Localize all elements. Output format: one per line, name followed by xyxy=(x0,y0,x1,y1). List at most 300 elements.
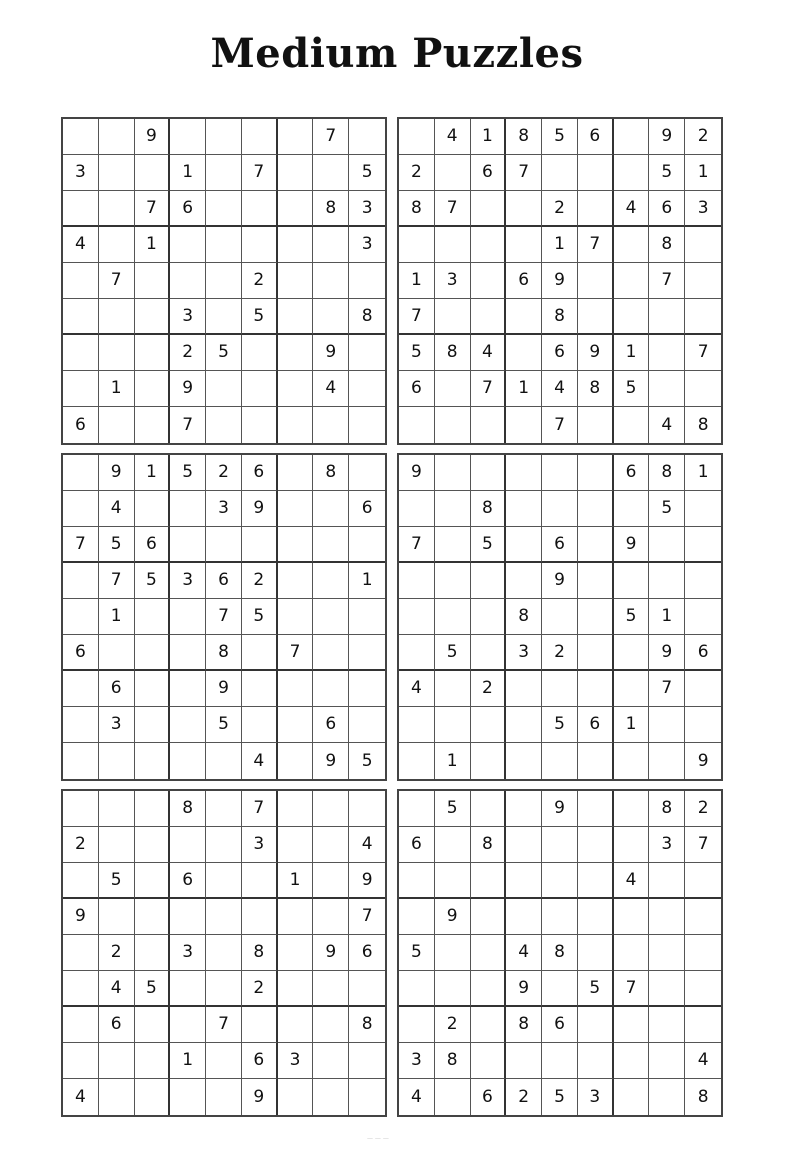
empty-cell[interactable] xyxy=(578,155,614,191)
empty-cell[interactable] xyxy=(135,299,171,335)
empty-cell[interactable] xyxy=(135,1043,171,1079)
empty-cell[interactable] xyxy=(471,935,507,971)
empty-cell[interactable] xyxy=(471,407,507,443)
empty-cell[interactable] xyxy=(242,335,278,371)
empty-cell[interactable] xyxy=(135,791,171,827)
empty-cell[interactable] xyxy=(206,935,242,971)
empty-cell[interactable] xyxy=(313,1007,349,1043)
empty-cell[interactable] xyxy=(349,119,385,155)
empty-cell[interactable] xyxy=(506,563,542,599)
empty-cell[interactable] xyxy=(63,671,99,707)
empty-cell[interactable] xyxy=(399,707,435,743)
empty-cell[interactable] xyxy=(135,635,171,671)
empty-cell[interactable] xyxy=(471,227,507,263)
empty-cell[interactable] xyxy=(685,299,721,335)
empty-cell[interactable] xyxy=(99,791,135,827)
empty-cell[interactable] xyxy=(614,1007,650,1043)
empty-cell[interactable] xyxy=(135,863,171,899)
empty-cell[interactable] xyxy=(614,491,650,527)
empty-cell[interactable] xyxy=(506,1043,542,1079)
empty-cell[interactable] xyxy=(471,791,507,827)
empty-cell[interactable] xyxy=(685,935,721,971)
empty-cell[interactable] xyxy=(170,671,206,707)
empty-cell[interactable] xyxy=(63,935,99,971)
empty-cell[interactable] xyxy=(63,335,99,371)
empty-cell[interactable] xyxy=(578,863,614,899)
empty-cell[interactable] xyxy=(313,1043,349,1079)
empty-cell[interactable] xyxy=(435,299,471,335)
empty-cell[interactable] xyxy=(685,563,721,599)
empty-cell[interactable] xyxy=(578,407,614,443)
empty-cell[interactable] xyxy=(242,899,278,935)
empty-cell[interactable] xyxy=(206,227,242,263)
empty-cell[interactable] xyxy=(542,827,578,863)
empty-cell[interactable] xyxy=(63,1007,99,1043)
empty-cell[interactable] xyxy=(278,707,314,743)
empty-cell[interactable] xyxy=(313,899,349,935)
empty-cell[interactable] xyxy=(399,635,435,671)
empty-cell[interactable] xyxy=(649,299,685,335)
empty-cell[interactable] xyxy=(542,971,578,1007)
empty-cell[interactable] xyxy=(278,227,314,263)
empty-cell[interactable] xyxy=(63,971,99,1007)
empty-cell[interactable] xyxy=(63,299,99,335)
empty-cell[interactable] xyxy=(614,743,650,779)
empty-cell[interactable] xyxy=(206,1079,242,1115)
empty-cell[interactable] xyxy=(206,899,242,935)
empty-cell[interactable] xyxy=(435,935,471,971)
empty-cell[interactable] xyxy=(278,599,314,635)
empty-cell[interactable] xyxy=(399,971,435,1007)
empty-cell[interactable] xyxy=(170,827,206,863)
empty-cell[interactable] xyxy=(278,671,314,707)
empty-cell[interactable] xyxy=(349,527,385,563)
empty-cell[interactable] xyxy=(313,563,349,599)
empty-cell[interactable] xyxy=(578,1043,614,1079)
empty-cell[interactable] xyxy=(206,191,242,227)
empty-cell[interactable] xyxy=(170,899,206,935)
empty-cell[interactable] xyxy=(578,671,614,707)
empty-cell[interactable] xyxy=(99,191,135,227)
empty-cell[interactable] xyxy=(614,899,650,935)
empty-cell[interactable] xyxy=(506,227,542,263)
empty-cell[interactable] xyxy=(278,971,314,1007)
empty-cell[interactable] xyxy=(435,491,471,527)
empty-cell[interactable] xyxy=(349,599,385,635)
empty-cell[interactable] xyxy=(135,263,171,299)
empty-cell[interactable] xyxy=(685,263,721,299)
empty-cell[interactable] xyxy=(649,971,685,1007)
empty-cell[interactable] xyxy=(471,455,507,491)
empty-cell[interactable] xyxy=(542,671,578,707)
empty-cell[interactable] xyxy=(170,263,206,299)
empty-cell[interactable] xyxy=(99,119,135,155)
empty-cell[interactable] xyxy=(242,671,278,707)
empty-cell[interactable] xyxy=(135,899,171,935)
empty-cell[interactable] xyxy=(506,299,542,335)
empty-cell[interactable] xyxy=(313,671,349,707)
empty-cell[interactable] xyxy=(649,743,685,779)
empty-cell[interactable] xyxy=(435,227,471,263)
empty-cell[interactable] xyxy=(242,407,278,443)
empty-cell[interactable] xyxy=(99,407,135,443)
empty-cell[interactable] xyxy=(471,635,507,671)
empty-cell[interactable] xyxy=(313,407,349,443)
empty-cell[interactable] xyxy=(63,263,99,299)
empty-cell[interactable] xyxy=(313,263,349,299)
empty-cell[interactable] xyxy=(435,971,471,1007)
empty-cell[interactable] xyxy=(278,455,314,491)
empty-cell[interactable] xyxy=(399,863,435,899)
empty-cell[interactable] xyxy=(349,407,385,443)
empty-cell[interactable] xyxy=(399,791,435,827)
empty-cell[interactable] xyxy=(471,1043,507,1079)
empty-cell[interactable] xyxy=(278,335,314,371)
empty-cell[interactable] xyxy=(399,491,435,527)
empty-cell[interactable] xyxy=(614,635,650,671)
empty-cell[interactable] xyxy=(578,791,614,827)
empty-cell[interactable] xyxy=(206,155,242,191)
empty-cell[interactable] xyxy=(649,563,685,599)
empty-cell[interactable] xyxy=(206,863,242,899)
empty-cell[interactable] xyxy=(278,935,314,971)
empty-cell[interactable] xyxy=(578,491,614,527)
empty-cell[interactable] xyxy=(63,707,99,743)
empty-cell[interactable] xyxy=(506,863,542,899)
empty-cell[interactable] xyxy=(349,1079,385,1115)
empty-cell[interactable] xyxy=(242,863,278,899)
empty-cell[interactable] xyxy=(170,599,206,635)
empty-cell[interactable] xyxy=(578,935,614,971)
empty-cell[interactable] xyxy=(135,671,171,707)
empty-cell[interactable] xyxy=(63,563,99,599)
empty-cell[interactable] xyxy=(99,155,135,191)
empty-cell[interactable] xyxy=(206,263,242,299)
empty-cell[interactable] xyxy=(399,227,435,263)
empty-cell[interactable] xyxy=(649,335,685,371)
empty-cell[interactable] xyxy=(471,899,507,935)
empty-cell[interactable] xyxy=(471,263,507,299)
empty-cell[interactable] xyxy=(349,335,385,371)
empty-cell[interactable] xyxy=(435,1079,471,1115)
empty-cell[interactable] xyxy=(242,707,278,743)
empty-cell[interactable] xyxy=(542,599,578,635)
empty-cell[interactable] xyxy=(170,527,206,563)
empty-cell[interactable] xyxy=(313,971,349,1007)
empty-cell[interactable] xyxy=(435,455,471,491)
empty-cell[interactable] xyxy=(170,227,206,263)
empty-cell[interactable] xyxy=(99,899,135,935)
empty-cell[interactable] xyxy=(578,191,614,227)
empty-cell[interactable] xyxy=(170,1007,206,1043)
empty-cell[interactable] xyxy=(578,563,614,599)
empty-cell[interactable] xyxy=(471,743,507,779)
empty-cell[interactable] xyxy=(649,371,685,407)
empty-cell[interactable] xyxy=(313,827,349,863)
empty-cell[interactable] xyxy=(578,743,614,779)
empty-cell[interactable] xyxy=(649,1079,685,1115)
empty-cell[interactable] xyxy=(435,563,471,599)
empty-cell[interactable] xyxy=(399,599,435,635)
empty-cell[interactable] xyxy=(685,491,721,527)
empty-cell[interactable] xyxy=(506,899,542,935)
empty-cell[interactable] xyxy=(506,335,542,371)
empty-cell[interactable] xyxy=(614,671,650,707)
empty-cell[interactable] xyxy=(578,527,614,563)
empty-cell[interactable] xyxy=(206,119,242,155)
empty-cell[interactable] xyxy=(135,827,171,863)
empty-cell[interactable] xyxy=(278,563,314,599)
empty-cell[interactable] xyxy=(349,455,385,491)
empty-cell[interactable] xyxy=(63,491,99,527)
empty-cell[interactable] xyxy=(399,743,435,779)
empty-cell[interactable] xyxy=(349,1043,385,1079)
empty-cell[interactable] xyxy=(313,227,349,263)
empty-cell[interactable] xyxy=(242,119,278,155)
empty-cell[interactable] xyxy=(435,671,471,707)
empty-cell[interactable] xyxy=(649,1043,685,1079)
empty-cell[interactable] xyxy=(313,155,349,191)
empty-cell[interactable] xyxy=(313,599,349,635)
empty-cell[interactable] xyxy=(206,371,242,407)
empty-cell[interactable] xyxy=(349,371,385,407)
empty-cell[interactable] xyxy=(614,827,650,863)
empty-cell[interactable] xyxy=(278,899,314,935)
empty-cell[interactable] xyxy=(435,155,471,191)
empty-cell[interactable] xyxy=(542,863,578,899)
empty-cell[interactable] xyxy=(242,227,278,263)
empty-cell[interactable] xyxy=(242,1007,278,1043)
empty-cell[interactable] xyxy=(63,743,99,779)
empty-cell[interactable] xyxy=(278,827,314,863)
empty-cell[interactable] xyxy=(206,743,242,779)
empty-cell[interactable] xyxy=(506,455,542,491)
empty-cell[interactable] xyxy=(63,371,99,407)
empty-cell[interactable] xyxy=(278,743,314,779)
empty-cell[interactable] xyxy=(206,299,242,335)
empty-cell[interactable] xyxy=(278,299,314,335)
empty-cell[interactable] xyxy=(135,371,171,407)
empty-cell[interactable] xyxy=(242,191,278,227)
empty-cell[interactable] xyxy=(578,299,614,335)
empty-cell[interactable] xyxy=(99,227,135,263)
empty-cell[interactable] xyxy=(206,407,242,443)
empty-cell[interactable] xyxy=(278,407,314,443)
empty-cell[interactable] xyxy=(578,263,614,299)
empty-cell[interactable] xyxy=(399,119,435,155)
empty-cell[interactable] xyxy=(135,707,171,743)
empty-cell[interactable] xyxy=(471,299,507,335)
empty-cell[interactable] xyxy=(349,671,385,707)
empty-cell[interactable] xyxy=(349,707,385,743)
empty-cell[interactable] xyxy=(63,791,99,827)
empty-cell[interactable] xyxy=(135,407,171,443)
empty-cell[interactable] xyxy=(99,743,135,779)
empty-cell[interactable] xyxy=(578,599,614,635)
empty-cell[interactable] xyxy=(313,491,349,527)
empty-cell[interactable] xyxy=(471,707,507,743)
empty-cell[interactable] xyxy=(578,1007,614,1043)
empty-cell[interactable] xyxy=(614,263,650,299)
empty-cell[interactable] xyxy=(278,527,314,563)
empty-cell[interactable] xyxy=(135,935,171,971)
empty-cell[interactable] xyxy=(206,527,242,563)
empty-cell[interactable] xyxy=(435,527,471,563)
empty-cell[interactable] xyxy=(685,371,721,407)
empty-cell[interactable] xyxy=(578,899,614,935)
empty-cell[interactable] xyxy=(506,407,542,443)
empty-cell[interactable] xyxy=(614,1079,650,1115)
empty-cell[interactable] xyxy=(170,635,206,671)
empty-cell[interactable] xyxy=(435,827,471,863)
empty-cell[interactable] xyxy=(471,563,507,599)
empty-cell[interactable] xyxy=(542,1043,578,1079)
empty-cell[interactable] xyxy=(649,527,685,563)
empty-cell[interactable] xyxy=(170,491,206,527)
empty-cell[interactable] xyxy=(435,863,471,899)
empty-cell[interactable] xyxy=(349,791,385,827)
empty-cell[interactable] xyxy=(278,191,314,227)
empty-cell[interactable] xyxy=(506,827,542,863)
empty-cell[interactable] xyxy=(685,599,721,635)
empty-cell[interactable] xyxy=(349,635,385,671)
empty-cell[interactable] xyxy=(685,671,721,707)
empty-cell[interactable] xyxy=(206,791,242,827)
empty-cell[interactable] xyxy=(649,1007,685,1043)
empty-cell[interactable] xyxy=(63,599,99,635)
empty-cell[interactable] xyxy=(685,227,721,263)
empty-cell[interactable] xyxy=(278,791,314,827)
empty-cell[interactable] xyxy=(99,635,135,671)
empty-cell[interactable] xyxy=(614,407,650,443)
empty-cell[interactable] xyxy=(349,971,385,1007)
empty-cell[interactable] xyxy=(435,707,471,743)
empty-cell[interactable] xyxy=(278,263,314,299)
empty-cell[interactable] xyxy=(649,707,685,743)
empty-cell[interactable] xyxy=(242,527,278,563)
empty-cell[interactable] xyxy=(685,527,721,563)
empty-cell[interactable] xyxy=(170,119,206,155)
empty-cell[interactable] xyxy=(99,1079,135,1115)
empty-cell[interactable] xyxy=(278,119,314,155)
empty-cell[interactable] xyxy=(614,299,650,335)
empty-cell[interactable] xyxy=(135,155,171,191)
empty-cell[interactable] xyxy=(135,335,171,371)
empty-cell[interactable] xyxy=(313,527,349,563)
empty-cell[interactable] xyxy=(614,935,650,971)
empty-cell[interactable] xyxy=(685,863,721,899)
empty-cell[interactable] xyxy=(435,371,471,407)
empty-cell[interactable] xyxy=(170,707,206,743)
empty-cell[interactable] xyxy=(506,791,542,827)
empty-cell[interactable] xyxy=(313,863,349,899)
empty-cell[interactable] xyxy=(278,371,314,407)
empty-cell[interactable] xyxy=(471,971,507,1007)
empty-cell[interactable] xyxy=(506,671,542,707)
empty-cell[interactable] xyxy=(313,1079,349,1115)
empty-cell[interactable] xyxy=(278,1079,314,1115)
empty-cell[interactable] xyxy=(399,899,435,935)
empty-cell[interactable] xyxy=(278,1007,314,1043)
empty-cell[interactable] xyxy=(135,1007,171,1043)
empty-cell[interactable] xyxy=(578,455,614,491)
empty-cell[interactable] xyxy=(614,155,650,191)
empty-cell[interactable] xyxy=(399,407,435,443)
empty-cell[interactable] xyxy=(471,1007,507,1043)
empty-cell[interactable] xyxy=(649,935,685,971)
empty-cell[interactable] xyxy=(435,599,471,635)
empty-cell[interactable] xyxy=(242,371,278,407)
empty-cell[interactable] xyxy=(685,899,721,935)
empty-cell[interactable] xyxy=(614,227,650,263)
empty-cell[interactable] xyxy=(649,899,685,935)
empty-cell[interactable] xyxy=(649,863,685,899)
empty-cell[interactable] xyxy=(542,899,578,935)
empty-cell[interactable] xyxy=(614,791,650,827)
empty-cell[interactable] xyxy=(542,155,578,191)
empty-cell[interactable] xyxy=(313,791,349,827)
empty-cell[interactable] xyxy=(506,191,542,227)
empty-cell[interactable] xyxy=(313,635,349,671)
empty-cell[interactable] xyxy=(63,119,99,155)
empty-cell[interactable] xyxy=(614,563,650,599)
empty-cell[interactable] xyxy=(542,455,578,491)
empty-cell[interactable] xyxy=(506,491,542,527)
empty-cell[interactable] xyxy=(471,191,507,227)
empty-cell[interactable] xyxy=(135,491,171,527)
empty-cell[interactable] xyxy=(99,299,135,335)
empty-cell[interactable] xyxy=(135,1079,171,1115)
empty-cell[interactable] xyxy=(506,707,542,743)
empty-cell[interactable] xyxy=(99,1043,135,1079)
empty-cell[interactable] xyxy=(63,191,99,227)
empty-cell[interactable] xyxy=(135,599,171,635)
empty-cell[interactable] xyxy=(63,455,99,491)
empty-cell[interactable] xyxy=(99,827,135,863)
empty-cell[interactable] xyxy=(135,743,171,779)
empty-cell[interactable] xyxy=(170,971,206,1007)
empty-cell[interactable] xyxy=(313,299,349,335)
empty-cell[interactable] xyxy=(278,155,314,191)
empty-cell[interactable] xyxy=(542,743,578,779)
empty-cell[interactable] xyxy=(278,491,314,527)
empty-cell[interactable] xyxy=(471,863,507,899)
empty-cell[interactable] xyxy=(614,119,650,155)
empty-cell[interactable] xyxy=(63,863,99,899)
empty-cell[interactable] xyxy=(542,491,578,527)
empty-cell[interactable] xyxy=(435,407,471,443)
empty-cell[interactable] xyxy=(578,635,614,671)
empty-cell[interactable] xyxy=(614,1043,650,1079)
empty-cell[interactable] xyxy=(578,827,614,863)
empty-cell[interactable] xyxy=(349,263,385,299)
empty-cell[interactable] xyxy=(685,1007,721,1043)
empty-cell[interactable] xyxy=(206,1043,242,1079)
empty-cell[interactable] xyxy=(471,599,507,635)
empty-cell[interactable] xyxy=(170,743,206,779)
empty-cell[interactable] xyxy=(399,1007,435,1043)
empty-cell[interactable] xyxy=(685,971,721,1007)
empty-cell[interactable] xyxy=(685,707,721,743)
empty-cell[interactable] xyxy=(170,1079,206,1115)
empty-cell[interactable] xyxy=(99,335,135,371)
empty-cell[interactable] xyxy=(206,827,242,863)
empty-cell[interactable] xyxy=(506,527,542,563)
empty-cell[interactable] xyxy=(506,743,542,779)
empty-cell[interactable] xyxy=(63,1043,99,1079)
empty-cell[interactable] xyxy=(399,563,435,599)
empty-cell[interactable] xyxy=(206,971,242,1007)
